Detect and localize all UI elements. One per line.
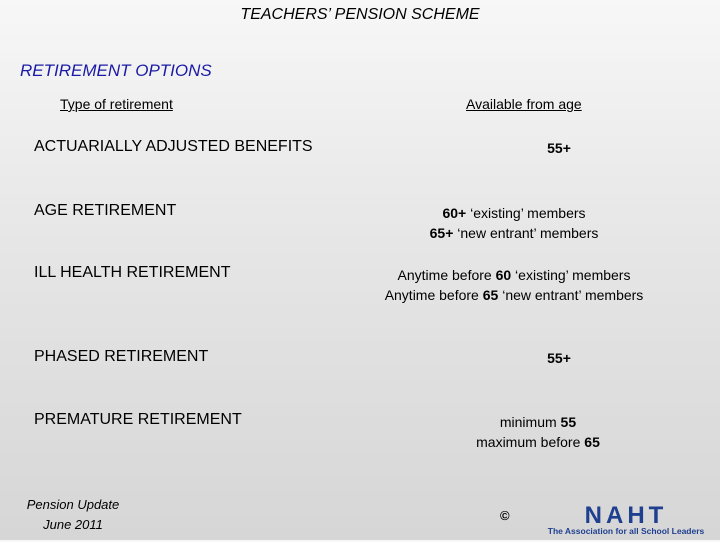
retirement-type: ILL HEALTH RETIREMENT: [34, 264, 231, 281]
available-age: [344, 203, 684, 243]
age-line: Anytime before 60 ‘existing’ members: [397, 267, 631, 283]
age-line: Anytime before 65 ‘new entrant’ members: [384, 287, 644, 303]
column-header-type: Type of retirement: [60, 96, 173, 112]
naht-logo: [538, 503, 714, 542]
footer-line-2: June 2011: [43, 517, 103, 532]
age-line: maximum before 65: [476, 434, 600, 450]
logo-tagline: The Association for all School Leaders: [547, 526, 705, 536]
available-age: [389, 138, 720, 158]
logo-wordmark: NAHT: [584, 503, 668, 529]
footer-note: [8, 495, 138, 535]
retirement-type: AGE RETIREMENT: [34, 202, 177, 219]
age-line: minimum 55: [499, 414, 577, 430]
age-line: 55+: [547, 140, 571, 156]
naht-logo-graphic: [538, 503, 714, 537]
age-line: 60+ ‘existing’ members: [442, 205, 586, 221]
retirement-type: ACTUARIALLY ADJUSTED BENEFITS: [34, 138, 313, 155]
retirement-type: PHASED RETIREMENT: [34, 348, 209, 365]
column-header-age: Available from age: [466, 96, 582, 112]
age-line: 65+ ‘new entrant’ members: [429, 225, 599, 241]
available-age: [389, 348, 720, 368]
page-title: TEACHERS’ PENSION SCHEME: [240, 6, 480, 23]
footer-line-1: Pension Update: [26, 497, 120, 512]
available-age: [368, 412, 708, 452]
retirement-type: PREMATURE RETIREMENT: [34, 411, 242, 428]
section-title: RETIREMENT OPTIONS: [20, 61, 212, 80]
copyright-symbol: ©: [500, 508, 510, 523]
age-line: 55+: [547, 350, 571, 366]
available-age: [344, 265, 684, 305]
